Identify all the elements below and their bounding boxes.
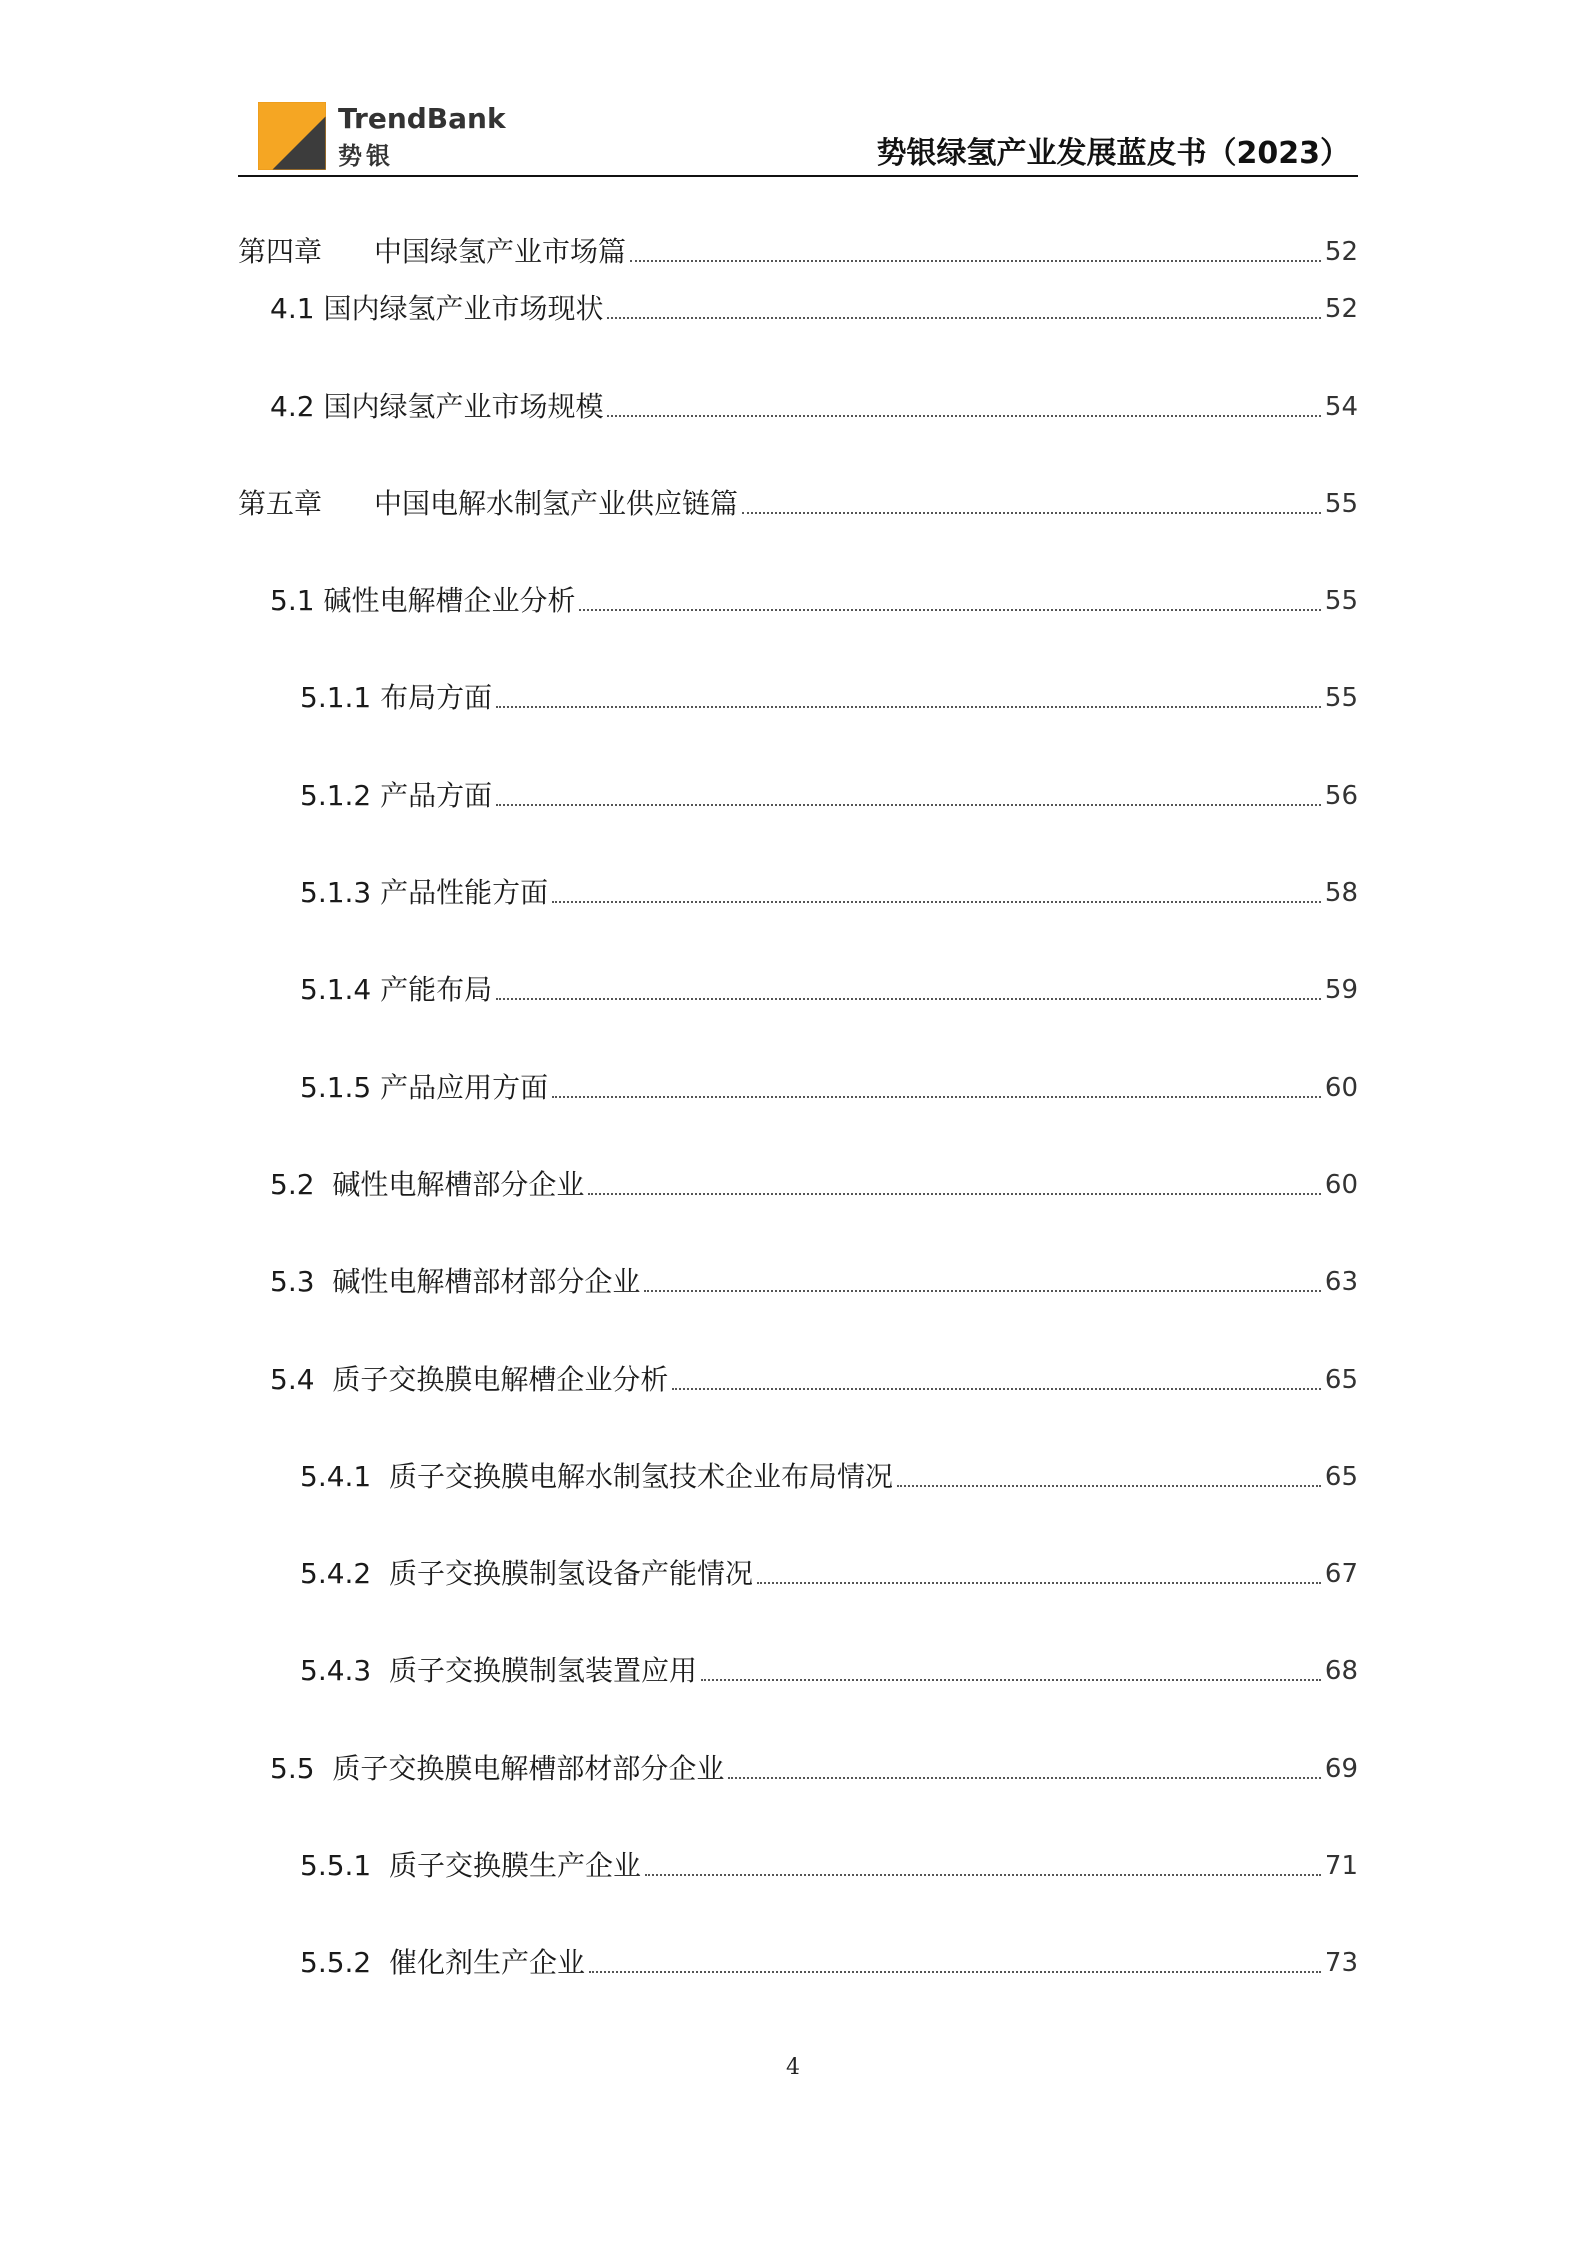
toc-entry-page: 65 xyxy=(1324,1364,1358,1395)
toc-entry-title: 国内绿氢产业市场现状 xyxy=(323,292,604,326)
toc-entry-title: 碱性电解槽企业分析 xyxy=(323,584,576,618)
toc-entry-number: 5.4.1 xyxy=(300,1459,390,1493)
toc-entry[interactable] xyxy=(238,755,1358,852)
toc-entry[interactable] xyxy=(238,366,1358,463)
toc-dot-leader xyxy=(552,1096,1321,1098)
toc-entry-title: 催化剂生产企业 xyxy=(389,1946,586,1980)
toc-entry-number: 5.4 xyxy=(270,1362,333,1396)
toc-entry[interactable] xyxy=(238,950,1358,1047)
toc-entry-number: 5.2 xyxy=(270,1167,333,1201)
toc-dot-leader xyxy=(579,609,1320,611)
toc-dot-leader xyxy=(607,415,1320,417)
toc-entry-number: 5.4.3 xyxy=(300,1654,390,1688)
toc-entry-page: 60 xyxy=(1324,1072,1358,1103)
toc-dot-leader xyxy=(552,901,1321,903)
toc-entry-number: 第五章 xyxy=(238,486,323,520)
toc-entry[interactable] xyxy=(238,1923,1358,2020)
toc-dot-leader xyxy=(897,1485,1321,1487)
toc-entry-title: 碱性电解槽部材部分企业 xyxy=(332,1265,641,1299)
toc-dot-leader xyxy=(630,260,1321,262)
toc-dot-leader xyxy=(644,1290,1321,1292)
toc-entry-page: 54 xyxy=(1324,391,1358,422)
toc-entry[interactable] xyxy=(238,1437,1358,1534)
toc-entry[interactable] xyxy=(238,1631,1358,1728)
toc-entry-number: 5.1.5 xyxy=(300,1070,381,1104)
toc-entry-page: 52 xyxy=(1324,237,1358,267)
toc-entry-page: 56 xyxy=(1324,780,1358,811)
toc-entry[interactable] xyxy=(238,1047,1358,1144)
toc-entry-number: 5.3 xyxy=(270,1265,333,1299)
logo-text-cn: 势银 xyxy=(338,142,394,170)
toc-dot-leader xyxy=(496,706,1321,708)
toc-dot-leader xyxy=(728,1777,1321,1779)
toc-entry[interactable] xyxy=(238,269,1358,366)
trendbank-logo-icon xyxy=(258,102,326,170)
toc-entry-title: 质子交换膜制氢装置应用 xyxy=(389,1654,698,1688)
toc-entry-number: 5.1.3 xyxy=(300,876,381,910)
toc-dot-leader xyxy=(496,998,1321,1000)
toc-entry-title: 质子交换膜生产企业 xyxy=(389,1849,642,1883)
toc-dot-leader xyxy=(588,1193,1321,1195)
toc-entry[interactable] xyxy=(238,464,1358,561)
toc-entry-title: 中国绿氢产业市场篇 xyxy=(374,235,627,268)
toc-entry-number: 5.5 xyxy=(270,1751,333,1785)
page-header xyxy=(238,98,1358,176)
toc-dot-leader xyxy=(757,1582,1321,1584)
toc-entry-page: 68 xyxy=(1324,1656,1358,1687)
toc-entry-page: 55 xyxy=(1324,488,1358,519)
document-title: 势银绿氢产业发展蓝皮书（2023） xyxy=(876,136,1350,171)
page-number: 4 xyxy=(786,2055,800,2080)
toc-entry-page: 71 xyxy=(1324,1851,1358,1882)
toc-dot-leader xyxy=(645,1874,1321,1876)
toc-entry-title: 国内绿氢产业市场规模 xyxy=(323,389,604,423)
toc-entry-number: 5.1.1 xyxy=(300,681,381,715)
toc-entry-title: 产能布局 xyxy=(380,973,493,1007)
toc-entry[interactable] xyxy=(238,853,1358,950)
toc-entry[interactable] xyxy=(238,1339,1358,1436)
toc-entry-number: 4.2 xyxy=(270,389,324,423)
toc-entry-page: 65 xyxy=(1324,1461,1358,1492)
toc-entry-page: 55 xyxy=(1324,586,1358,617)
toc-entry-page: 69 xyxy=(1324,1753,1358,1784)
toc-entry-number: 5.5.1 xyxy=(300,1849,390,1883)
toc-entry-title: 质子交换膜电解槽部材部分企业 xyxy=(332,1751,725,1785)
toc-entry-title: 产品方面 xyxy=(380,778,493,812)
toc-entry-title: 质子交换膜电解水制氢技术企业布局情况 xyxy=(389,1459,894,1493)
toc-entry[interactable] xyxy=(238,561,1358,658)
toc-entry-title: 碱性电解槽部分企业 xyxy=(332,1167,585,1201)
toc-entry-number: 5.5.2 xyxy=(300,1946,390,1980)
toc-dot-leader xyxy=(701,1679,1321,1681)
toc-entry-title: 质子交换膜电解槽企业分析 xyxy=(332,1362,669,1396)
toc-entry-page: 73 xyxy=(1324,1948,1358,1979)
toc-entry[interactable] xyxy=(238,1826,1358,1923)
toc-entry-number: 5.1.2 xyxy=(300,778,381,812)
logo-text-en: TrendBank xyxy=(338,102,506,135)
toc-entry-title: 产品应用方面 xyxy=(380,1070,549,1104)
toc-entry[interactable] xyxy=(238,1534,1358,1631)
toc-entry[interactable] xyxy=(238,658,1358,755)
toc-entry-title: 质子交换膜制氢设备产能情况 xyxy=(389,1557,754,1591)
toc-entry-title: 布局方面 xyxy=(380,681,493,715)
toc-entry-number: 5.4.2 xyxy=(300,1557,390,1591)
toc-entry-page: 55 xyxy=(1324,683,1358,714)
toc-entry[interactable] xyxy=(238,1242,1358,1339)
toc-entry[interactable] xyxy=(238,212,1358,269)
toc-entry-title: 中国电解水制氢产业供应链篇 xyxy=(374,486,739,520)
toc-entry-number: 5.1 xyxy=(270,584,324,618)
toc-entry[interactable] xyxy=(238,1145,1358,1242)
table-of-contents xyxy=(238,212,1358,2020)
toc-entry-page: 59 xyxy=(1324,975,1358,1006)
toc-dot-leader xyxy=(742,512,1321,514)
toc-entry-page: 63 xyxy=(1324,1267,1358,1298)
toc-entry-page: 60 xyxy=(1324,1169,1358,1200)
toc-entry-page: 52 xyxy=(1324,294,1358,325)
toc-dot-leader xyxy=(589,1971,1321,1973)
toc-dot-leader xyxy=(496,804,1321,806)
toc-dot-leader xyxy=(672,1388,1321,1390)
toc-entry-number: 4.1 xyxy=(270,292,324,326)
toc-entry-number: 5.1.4 xyxy=(300,973,381,1007)
header-divider xyxy=(238,175,1358,177)
toc-entry-page: 67 xyxy=(1324,1559,1358,1590)
toc-entry-number: 第四章 xyxy=(238,235,323,268)
toc-entry-title: 产品性能方面 xyxy=(380,876,549,910)
toc-entry[interactable] xyxy=(238,1728,1358,1825)
toc-dot-leader xyxy=(607,317,1320,319)
toc-entry-page: 58 xyxy=(1324,878,1358,909)
